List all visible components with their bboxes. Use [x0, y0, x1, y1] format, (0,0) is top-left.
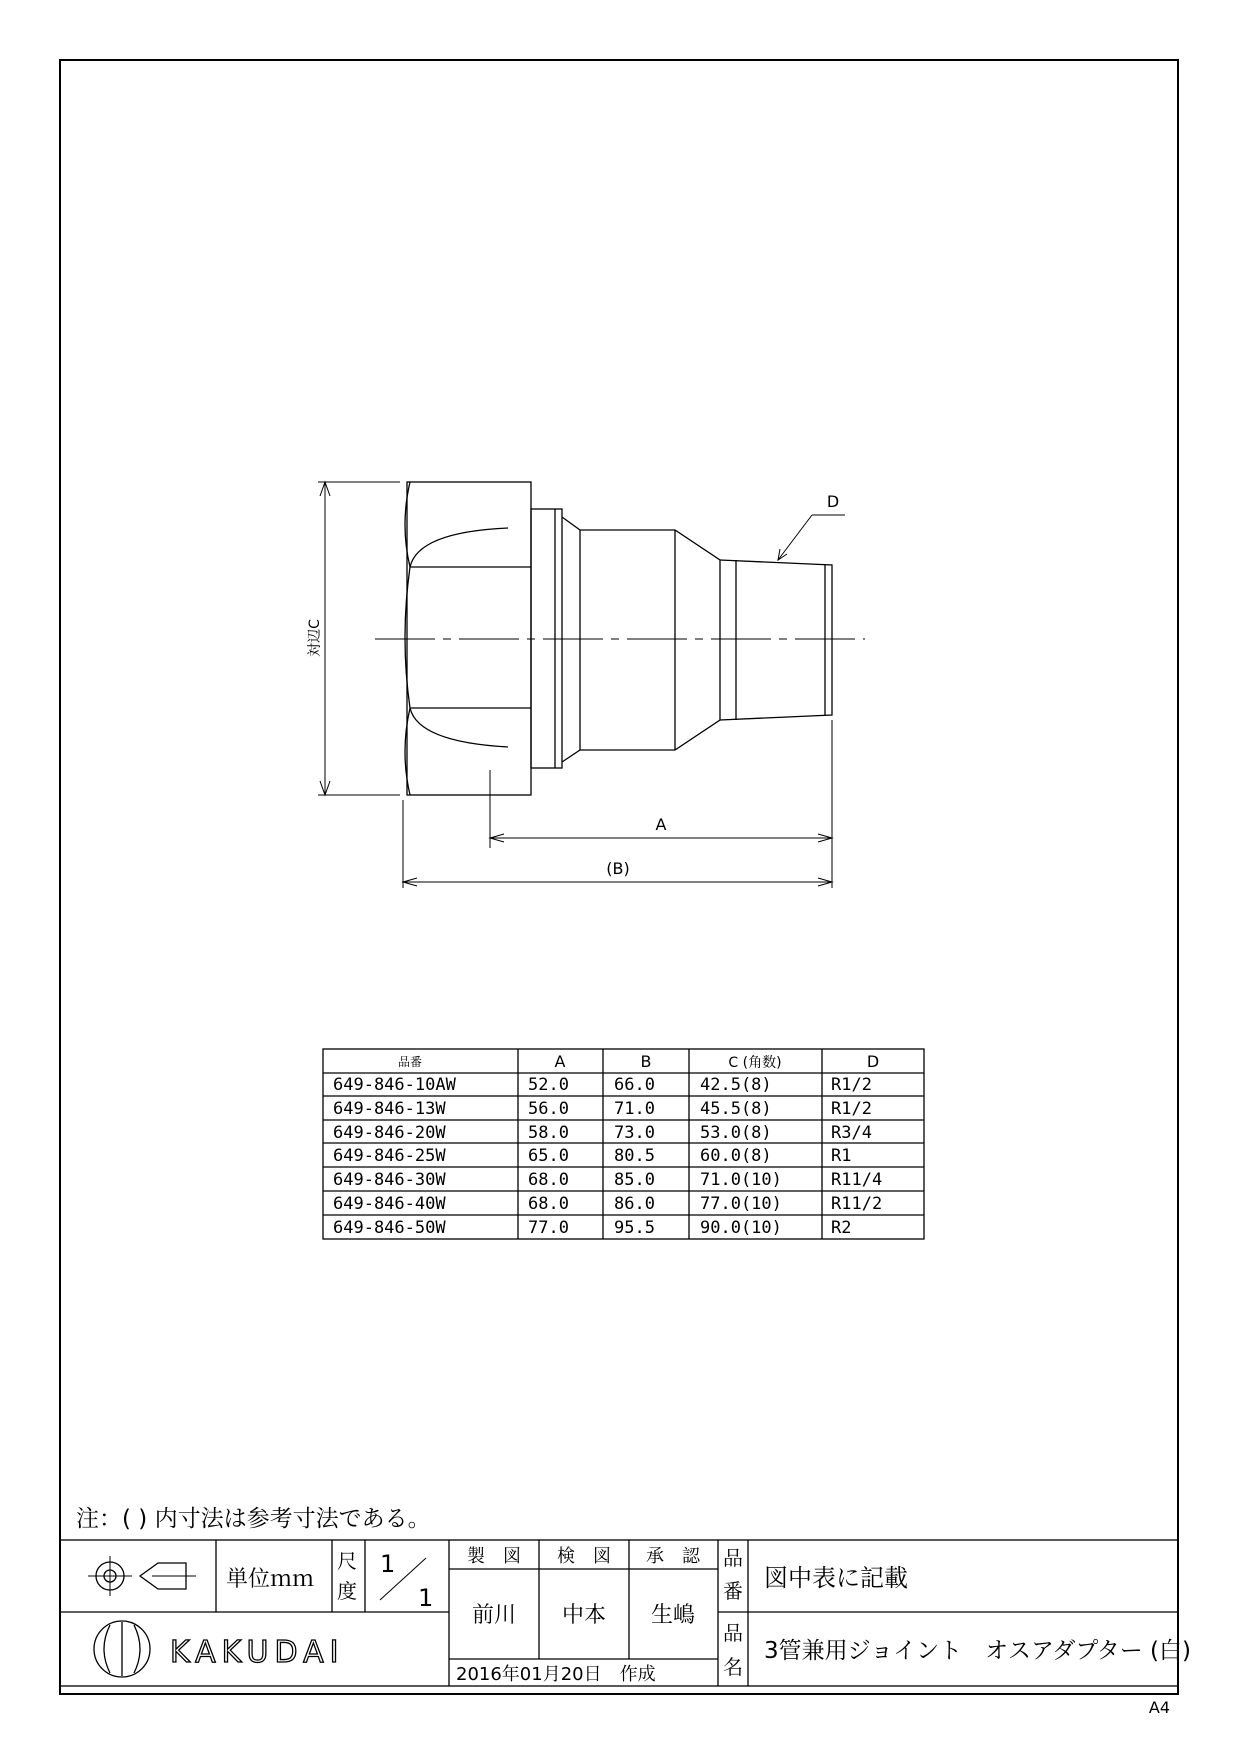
logo-text: KAKUDAI: [170, 1635, 345, 1670]
product-name-value: 3管兼用ジョイント オスアダプター (白): [764, 1638, 1191, 1664]
table-cell: 649-846-25W: [333, 1146, 446, 1166]
approved-by: 生嶋: [650, 1603, 696, 1628]
scale-value: [380, 1550, 433, 1612]
table-cell: 53.0(8): [700, 1123, 772, 1143]
table-cell: R1: [831, 1146, 852, 1166]
product-name-label: 名: [723, 1655, 743, 1679]
table-cell: 52.0: [528, 1075, 569, 1095]
creation-date: 2016年01月20日 作成: [456, 1664, 656, 1685]
leader-d-label: D: [826, 492, 840, 511]
table-cell: 77.0: [528, 1218, 569, 1238]
scale-denominator: 1: [418, 1584, 434, 1612]
table-cell: 649-846-50W: [333, 1218, 446, 1238]
drawn-by: 前川: [471, 1603, 517, 1628]
part-no-value: 図中表に記載: [764, 1564, 908, 1592]
kakudai-logo: [94, 1621, 344, 1677]
table-cell: R1/2: [831, 1075, 872, 1095]
table-cell: 85.0: [614, 1170, 655, 1190]
dimension-b: [403, 800, 832, 888]
checked-by: 中本: [561, 1603, 607, 1628]
spec-table: [323, 1049, 924, 1239]
table-header-part-no: 品番: [397, 1055, 423, 1069]
table-cell: 649-846-13W: [333, 1099, 446, 1119]
table-cell: R11/2: [831, 1194, 883, 1214]
part-no-label: 番: [723, 1579, 743, 1603]
table-cell: 66.0: [614, 1075, 655, 1095]
dimension-note: 注：( ) 内寸法は参考寸法である。: [76, 1506, 431, 1532]
table-cell: 56.0: [528, 1099, 569, 1119]
third-angle-projection-icon: [88, 1556, 196, 1596]
scale-label: 尺: [337, 1549, 357, 1573]
table-header-c: C (角数): [728, 1055, 782, 1071]
part-drawing: [375, 482, 865, 795]
dimension-a: [490, 720, 832, 848]
table-header-d: D: [866, 1052, 880, 1071]
table-cell: R11/4: [831, 1170, 883, 1190]
table-cell: 68.0: [528, 1194, 569, 1214]
leader-d: [778, 492, 845, 560]
table-cell: R2: [831, 1218, 852, 1238]
table-cell: 71.0: [614, 1099, 655, 1119]
table-cell: 90.0(10): [700, 1218, 782, 1238]
table-cell: 86.0: [614, 1194, 655, 1214]
table-cell: 71.0(10): [700, 1170, 782, 1190]
title-block: [60, 1540, 1191, 1686]
part-no-label: 品: [723, 1546, 743, 1570]
approved-label: 承 認: [646, 1546, 700, 1567]
table-header-b: B: [640, 1052, 652, 1071]
checked-label: 検 図: [557, 1546, 611, 1567]
table-cell: 80.5: [614, 1146, 655, 1166]
table-cell: 45.5(8): [700, 1099, 772, 1119]
table-cell: 65.0: [528, 1146, 569, 1166]
table-cell: R3/4: [831, 1123, 872, 1143]
table-cell: R1/2: [831, 1099, 872, 1119]
dimension-a-label: A: [655, 815, 667, 834]
drawn-label: 製 図: [467, 1546, 521, 1567]
table-cell: 649-846-40W: [333, 1194, 446, 1214]
product-name-label: 品: [723, 1621, 743, 1645]
male-thread: [720, 560, 832, 720]
table-cell: 649-846-10AW: [333, 1075, 456, 1095]
table-cell: 58.0: [528, 1123, 569, 1143]
table-cell: 649-846-30W: [333, 1170, 446, 1190]
dimension-c-label: 対辺C: [307, 619, 323, 657]
scale-label: 度: [337, 1579, 357, 1603]
unit-label: 単位ｍｍ: [226, 1567, 315, 1592]
table-cell: 77.0(10): [700, 1194, 782, 1214]
dimension-b-label: (B): [606, 859, 630, 878]
table-header-a: A: [554, 1052, 566, 1071]
scale-numerator: 1: [380, 1550, 396, 1578]
paper-size: A4: [1148, 1698, 1170, 1717]
table-cell: 68.0: [528, 1170, 569, 1190]
table-cell: 649-846-20W: [333, 1123, 446, 1143]
table-cell: 73.0: [614, 1123, 655, 1143]
table-cell: 60.0(8): [700, 1146, 772, 1166]
table-cell: 42.5(8): [700, 1075, 772, 1095]
table-cell: 95.5: [614, 1218, 655, 1238]
